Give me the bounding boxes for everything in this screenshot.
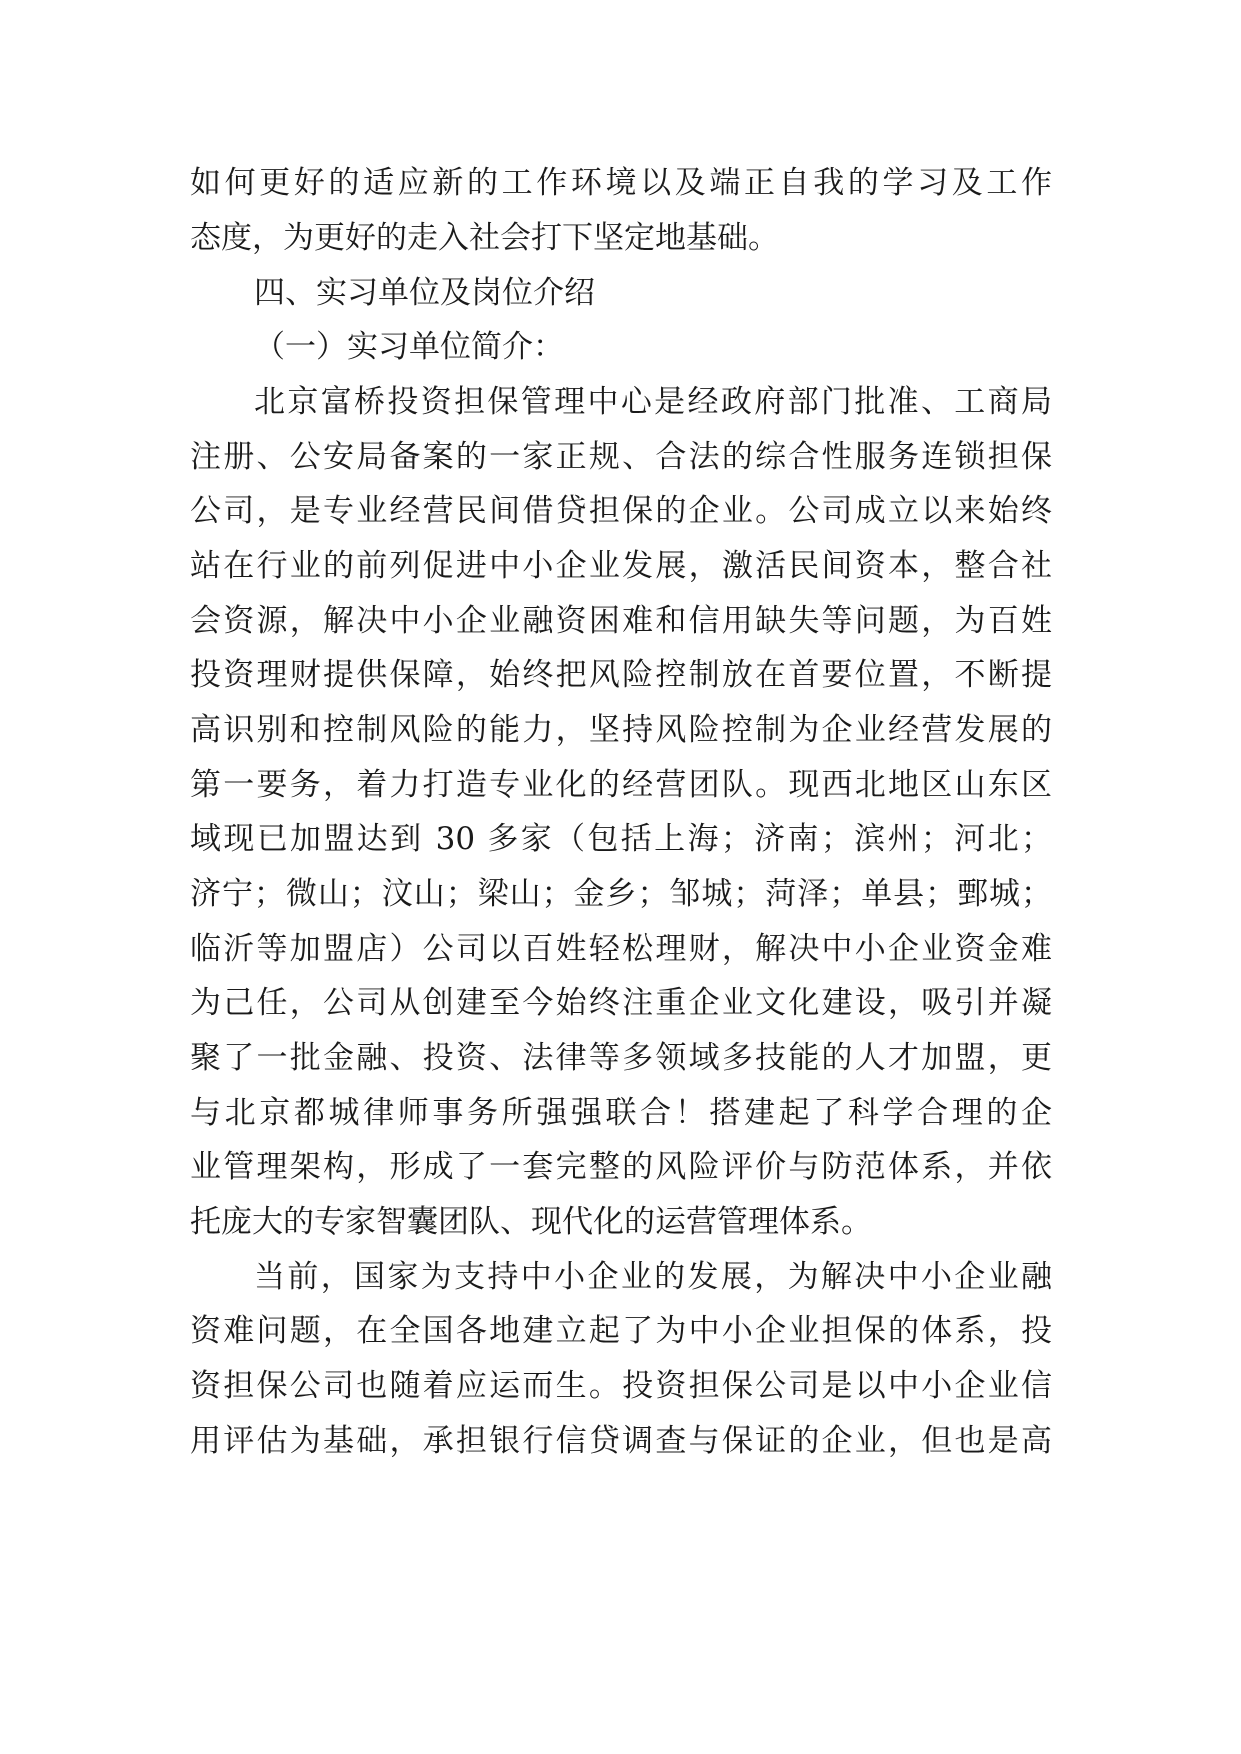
subsection-heading: （一）实习单位简介： <box>254 329 564 365</box>
body-text-line: 投资理财提供保障，始终把风险控制放在首要位置，不断提 <box>190 657 1052 693</box>
body-text-line: 第一要务，着力打造专业化的经营团队。现西北地区山东区 <box>190 767 1052 803</box>
section-heading: 四、实习单位及岗位介绍 <box>254 275 595 311</box>
body-text-line: 如何更好的适应新的工作环境以及端正自我的学习及工作 <box>190 165 1052 201</box>
body-text-line: 托庞大的专家智囊团队、现代化的运营管理体系。 <box>190 1204 872 1240</box>
body-text-line: 公司，是专业经营民间借贷担保的企业。公司成立以来始终 <box>190 493 1052 529</box>
body-text-line: 站在行业的前列促进中小企业发展，激活民间资本，整合社 <box>190 548 1052 584</box>
body-text-line: 与北京都城律师事务所强强联合！搭建起了科学合理的企 <box>190 1095 1052 1131</box>
body-text-line: 北京富桥投资担保管理中心是经政府部门批准、工商局 <box>254 384 1052 420</box>
body-text-line: 态度，为更好的走入社会打下坚定地基础。 <box>190 220 779 256</box>
body-text-line: 业管理架构，形成了一套完整的风险评价与防范体系，并依 <box>190 1149 1052 1185</box>
body-text-line: 聚了一批金融、投资、法律等多领域多技能的人才加盟，更 <box>190 1040 1052 1076</box>
body-text-line: 资难问题，在全国各地建立起了为中小企业担保的体系，投 <box>190 1313 1052 1349</box>
body-text-line: 为己任，公司从创建至今始终注重企业文化建设，吸引并凝 <box>190 985 1052 1021</box>
body-text-line: 用评估为基础，承担银行信贷调查与保证的企业，但也是高 <box>190 1423 1052 1459</box>
body-text-line: 高识别和控制风险的能力，坚持风险控制为企业经营发展的 <box>190 712 1052 748</box>
body-text-line: 当前，国家为支持中小企业的发展，为解决中小企业融 <box>254 1259 1052 1295</box>
body-text-line: 济宁；微山；汶山；梁山；金乡；邹城；菏泽；单县；鄄城； <box>190 876 1052 912</box>
body-text-line: 注册、公安局备案的一家正规、合法的综合性服务连锁担保 <box>190 439 1052 475</box>
body-text-line: 资担保公司也随着应运而生。投资担保公司是以中小企业信 <box>190 1368 1052 1404</box>
body-text-line: 会资源，解决中小企业融资困难和信用缺失等问题，为百姓 <box>190 603 1052 639</box>
body-text-line: 域现已加盟达到 30 多家（包括上海；济南；滨州；河北； <box>190 821 1052 857</box>
body-text-line: 临沂等加盟店）公司以百姓轻松理财，解决中小企业资金难 <box>190 931 1052 967</box>
